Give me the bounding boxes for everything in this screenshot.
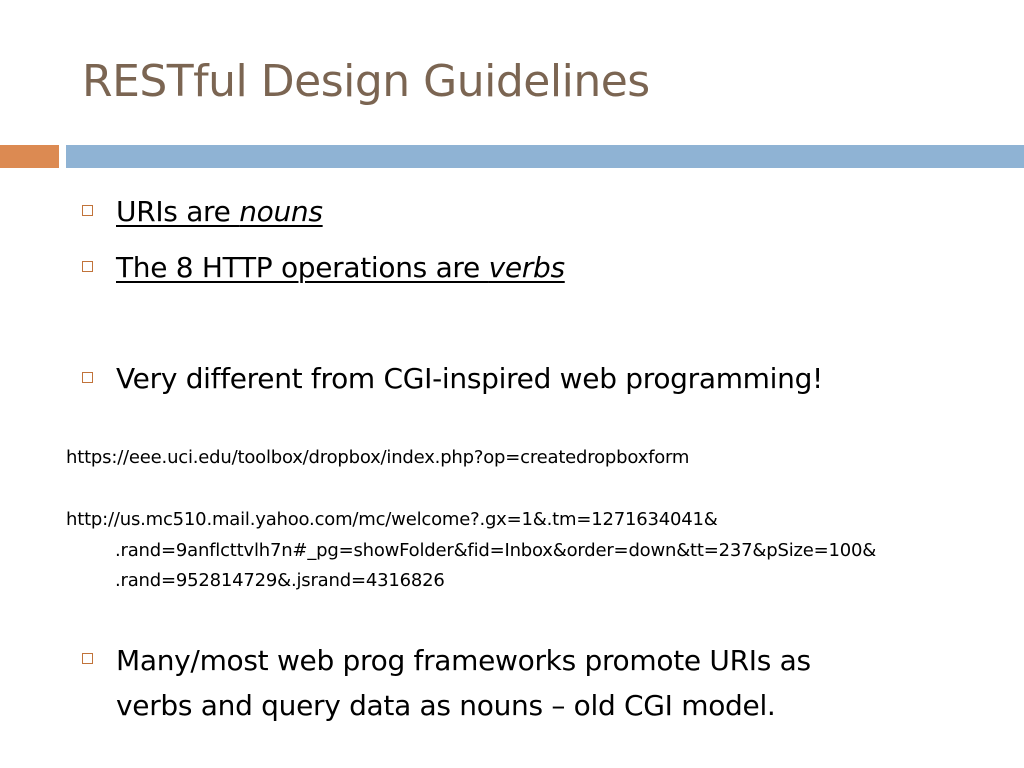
example-url-yahoo-line1: http://us.mc510.mail.yahoo.com/mc/welcome?.gx=1&.tm=1271634041& [66, 509, 718, 530]
slide-title: RESTful Design Guidelines [82, 56, 650, 107]
square-bullet-icon [82, 372, 93, 383]
bullet-text [116, 190, 323, 234]
bullet-text-line2: verbs and query data as nouns – old CGI model. [116, 689, 776, 722]
accent-bar-orange [0, 145, 59, 168]
square-bullet-icon [82, 653, 93, 664]
accent-bar-blue [66, 145, 1024, 168]
bullet-text-emphasis: verbs [488, 251, 565, 284]
bullet-text-prefix: The 8 HTTP operations are [116, 251, 489, 284]
bullet-text-emphasis: nouns [239, 195, 323, 228]
bullet-text: Very different from CGI-inspired web programming! [116, 362, 823, 395]
bullet-text-prefix: URIs are [116, 195, 240, 228]
square-bullet-icon [82, 261, 93, 272]
example-url-yahoo-line3: .rand=952814729&.jsrand=4316826 [115, 570, 445, 591]
example-url-yahoo-line2: .rand=9anflcttvlh7n#_pg=showFolder&fid=Inbox&order=down&tt=237&pSize=100& [115, 540, 877, 561]
bullet-text-line1: Many/most web prog frameworks promote URIs as [116, 644, 811, 677]
example-url-uci: https://eee.uci.edu/toolbox/dropbox/index.php?op=createdropboxform [66, 447, 690, 468]
bullet-text [116, 638, 811, 728]
square-bullet-icon [82, 205, 93, 216]
bullet-text [116, 246, 565, 290]
